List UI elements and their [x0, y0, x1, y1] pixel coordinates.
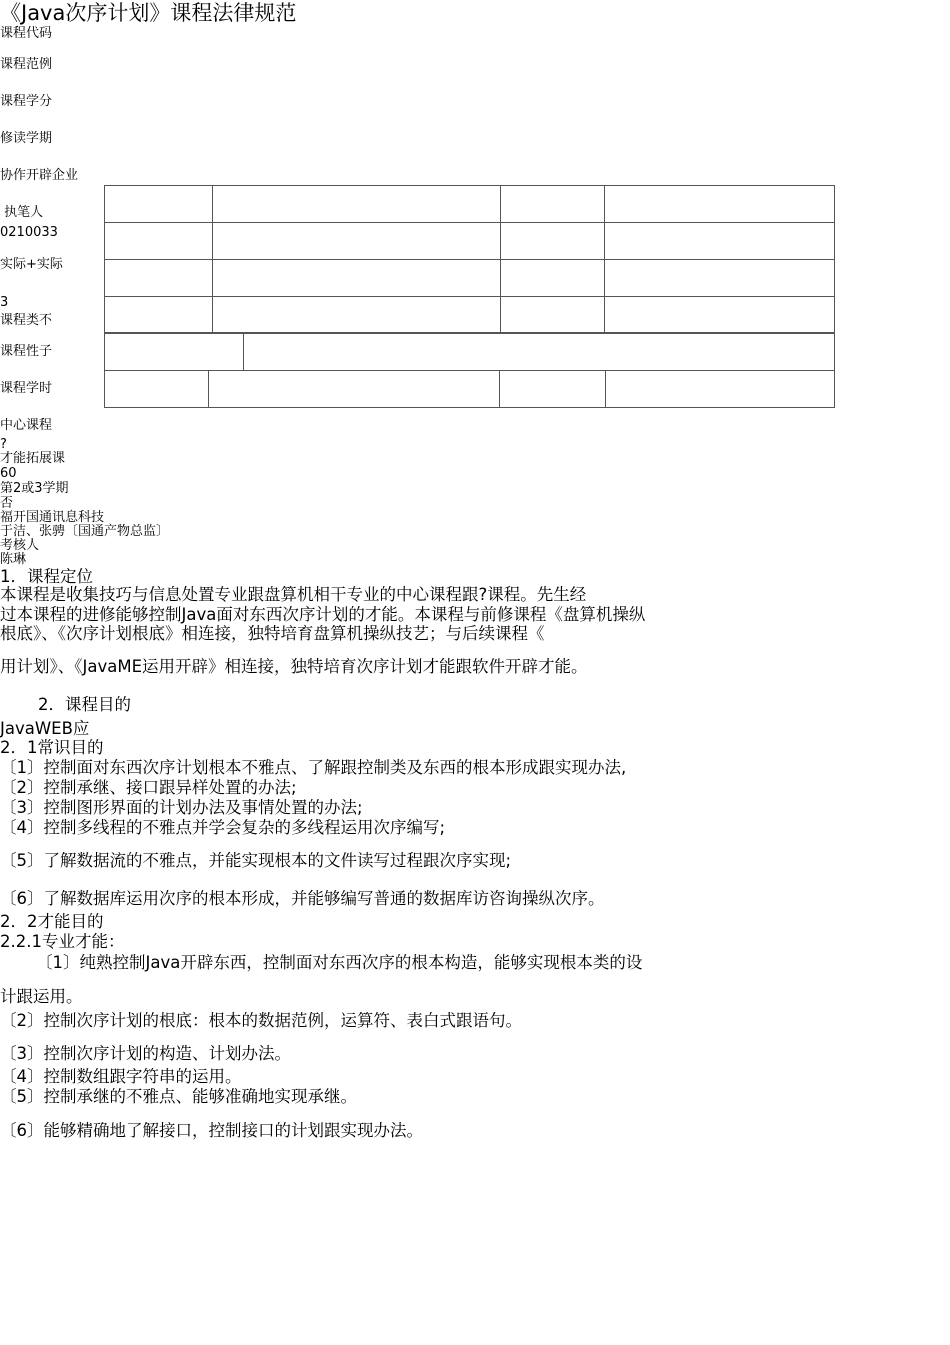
label-course-category: 课程类不 [0, 313, 53, 328]
label-course-nature: 课程性子 [0, 344, 53, 359]
knowledge-item: 〔3〕控制图形界面的计划办法及事情处置的办法; [0, 798, 363, 817]
knowledge-item: 〔6〕了解数据库运用次序的根本形成，并能够编写普通的数据库访咨询操纵次序。 [0, 889, 605, 908]
value-examiner: 陈琳 [0, 552, 27, 567]
label-semester: 修读学期 [0, 131, 53, 146]
label-examiner: 考核人 [0, 538, 40, 553]
label-course-hours: 课程学时 [0, 381, 53, 396]
info-table-top [104, 185, 835, 334]
label-partner-company: 协作开辟企业 [0, 168, 79, 183]
value-credit: 3 [0, 295, 9, 310]
skill-item: 〔6〕能够精确地了解接口，控制接口的计划跟实现办法。 [0, 1121, 423, 1140]
professional-ability-heading: 2.2.1专业才能： [0, 932, 125, 951]
value-course-type: 实际+实际 [0, 257, 63, 272]
section1-line: 用计划》、《JavaME运用开辟》相连接，独特培育次序计划才能跟软件开辟才能。 [0, 657, 588, 676]
value-authors: 于洁、张骋〔国通产物总监〕 [0, 524, 170, 539]
section2-heading: 2．课程目的 [38, 695, 131, 714]
value-skill-course: 才能拓展课 [0, 451, 66, 466]
skill-item: 〔3〕控制次序计划的构造、计划办法。 [0, 1044, 291, 1063]
knowledge-item: 〔4〕控制多线程的不雅点并学会复杂的多线程运用次序编写; [0, 818, 446, 837]
knowledge-item: 〔2〕控制承继、接口跟异样处置的办法; [0, 778, 297, 797]
label-author: 执笔人 [0, 205, 44, 220]
section1-line: 本课程是收集技巧与信息处置专业跟盘算机相干专业的中心课程跟?课程。先生经 [0, 585, 587, 604]
skill-item: 〔4〕控制数组跟字符串的运用。 [0, 1067, 242, 1086]
value-core-course: 中心课程 [0, 418, 53, 433]
section1-line: 根底》、《次序计划根底》相连接，独特培育盘算机操纵技艺；与后续课程《 [0, 624, 545, 643]
knowledge-item: 〔1〕控制面对东西次序计划根本不雅点、了解跟控制类及东西的根本形成跟实现办法, [0, 758, 627, 777]
label-course-type: 课程范例 [0, 57, 53, 72]
knowledge-item: 〔5〕了解数据流的不雅点，并能实现根本的文件读写过程跟次序实现; [0, 851, 512, 870]
value-course-code: 0210033 [0, 225, 58, 240]
value-no: 否 [0, 496, 14, 511]
page-title: 《Java次序计划》课程法律规范 [0, 1, 297, 25]
value-semester: 第2或3学期 [0, 481, 69, 496]
knowledge-heading: 2．1常识目的 [0, 738, 104, 757]
skill-item: 计跟运用。 [0, 987, 83, 1006]
value-question: ? [0, 437, 7, 452]
skill-item: 〔2〕控制次序计划的根底：根本的数据范例，运算符、表白式跟语句。 [0, 1011, 522, 1030]
skill-item: 〔1〕纯熟控制Java开辟东西，控制面对东西次序的根本构造，能够实现根本类的设 [36, 953, 643, 972]
info-table-hours [104, 370, 835, 408]
label-course-code: 课程代码 [0, 26, 53, 41]
ability-heading: 2．2才能目的 [0, 912, 104, 931]
section1-line: 过本课程的进修能够控制Java面对东西次序计划的才能。本课程与前修课程《盘算机操纵 [0, 605, 646, 624]
section2-fragment: JavaWEB应 [0, 719, 90, 738]
skill-item: 〔5〕控制承继的不雅点、能够准确地实现承继。 [0, 1087, 357, 1106]
section1-heading: 1．课程定位 [0, 567, 93, 586]
value-company: 福开国通讯息科技 [0, 510, 105, 525]
label-course-credit: 课程学分 [0, 94, 53, 109]
info-table-nature [104, 332, 835, 371]
value-hours: 60 [0, 466, 17, 481]
